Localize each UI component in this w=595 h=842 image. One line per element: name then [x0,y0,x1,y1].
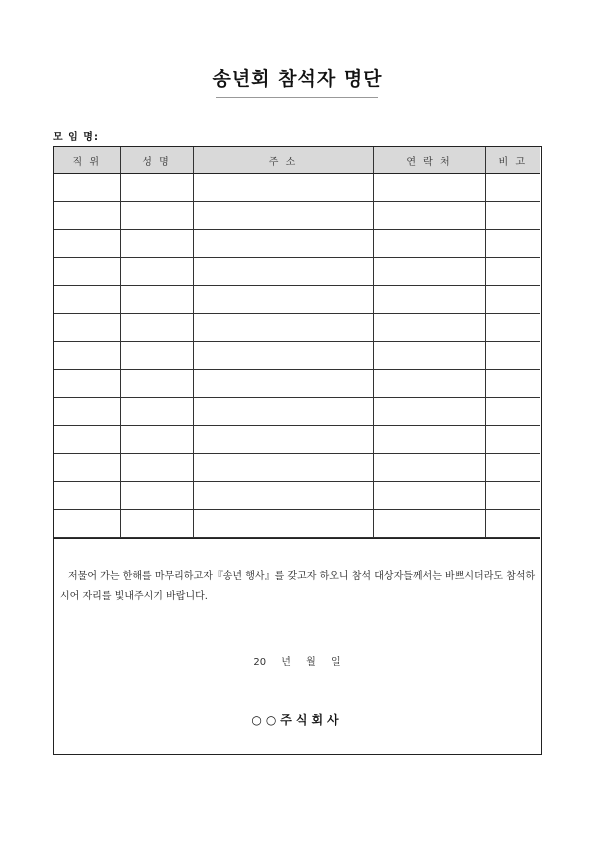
name-cell[interactable] [120,342,193,370]
contact-cell[interactable] [373,398,485,426]
position-cell[interactable] [54,370,120,398]
remarks-cell[interactable] [485,314,540,342]
name-cell[interactable] [120,174,193,202]
address-cell[interactable] [193,174,373,202]
table-row [54,202,540,230]
address-cell[interactable] [193,510,373,538]
header-contact: 연 락 처 [373,147,485,174]
contact-cell[interactable] [373,174,485,202]
notice-body-text: 저물어 가는 한해를 마무리하고자『송년 행사』를 갖고자 하오니 참석 대상자들께서는 바쁘시더라도 참석하시어 자리를 빛내주시기 바랍니다. [60,571,536,602]
table-row [54,510,540,538]
remarks-cell[interactable] [485,398,540,426]
remarks-cell[interactable] [485,482,540,510]
contact-cell[interactable] [373,342,485,370]
contact-cell[interactable] [373,230,485,258]
notice-section [54,538,540,753]
name-cell[interactable] [120,314,193,342]
address-cell[interactable] [193,202,373,230]
address-cell[interactable] [193,398,373,426]
address-cell[interactable] [193,482,373,510]
header-name: 성 명 [120,147,193,174]
remarks-cell[interactable] [485,202,540,230]
position-cell[interactable] [54,426,120,454]
contact-cell[interactable] [373,258,485,286]
name-cell[interactable] [120,370,193,398]
position-cell[interactable] [54,454,120,482]
address-cell[interactable] [193,314,373,342]
name-cell[interactable] [120,398,193,426]
contact-cell[interactable] [373,202,485,230]
table-row [54,230,540,258]
attendee-form [53,146,542,755]
name-cell[interactable] [120,202,193,230]
remarks-cell[interactable] [485,510,540,538]
address-cell[interactable] [193,230,373,258]
page-title: 송년회 참석자 명단 [212,68,383,90]
position-cell[interactable] [54,314,120,342]
title-underline [216,97,378,98]
position-cell[interactable] [54,398,120,426]
name-cell[interactable] [120,286,193,314]
remarks-cell[interactable] [485,286,540,314]
company-name: ○○주식회사 [251,713,343,727]
contact-cell[interactable] [373,482,485,510]
name-cell[interactable] [120,258,193,286]
attendee-table [54,147,540,538]
remarks-cell[interactable] [485,370,540,398]
table-row [54,426,540,454]
address-cell[interactable] [193,426,373,454]
table-row [54,482,540,510]
contact-cell[interactable] [373,314,485,342]
table-row [54,370,540,398]
remarks-cell[interactable] [485,230,540,258]
position-cell[interactable] [54,230,120,258]
table-row [54,342,540,370]
contact-cell[interactable] [373,426,485,454]
remarks-cell[interactable] [485,174,540,202]
remarks-cell[interactable] [485,426,540,454]
position-cell[interactable] [54,174,120,202]
date-line: 20 년 월 일 [253,657,341,668]
header-address: 주 소 [193,147,373,174]
name-cell[interactable] [120,454,193,482]
table-row [54,398,540,426]
address-cell[interactable] [193,258,373,286]
table-row [54,258,540,286]
header-position: 직 위 [54,147,120,174]
name-cell[interactable] [120,230,193,258]
table-row [54,454,540,482]
name-cell[interactable] [120,426,193,454]
header-remarks: 비 고 [485,147,540,174]
contact-cell[interactable] [373,370,485,398]
contact-cell[interactable] [373,454,485,482]
position-cell[interactable] [54,258,120,286]
remarks-cell[interactable] [485,258,540,286]
name-cell[interactable] [120,510,193,538]
table-row [54,314,540,342]
meeting-name-label: 모 임 명: [53,132,99,143]
table-row [54,174,540,202]
remarks-cell[interactable] [485,342,540,370]
name-cell[interactable] [120,482,193,510]
remarks-cell[interactable] [485,454,540,482]
table-row [54,286,540,314]
address-cell[interactable] [193,286,373,314]
address-cell[interactable] [193,454,373,482]
position-cell[interactable] [54,286,120,314]
table-header-row [54,147,540,174]
position-cell[interactable] [54,202,120,230]
table-body [54,174,540,538]
address-cell[interactable] [193,342,373,370]
contact-cell[interactable] [373,286,485,314]
address-cell[interactable] [193,370,373,398]
contact-cell[interactable] [373,510,485,538]
position-cell[interactable] [54,510,120,538]
position-cell[interactable] [54,482,120,510]
position-cell[interactable] [54,342,120,370]
